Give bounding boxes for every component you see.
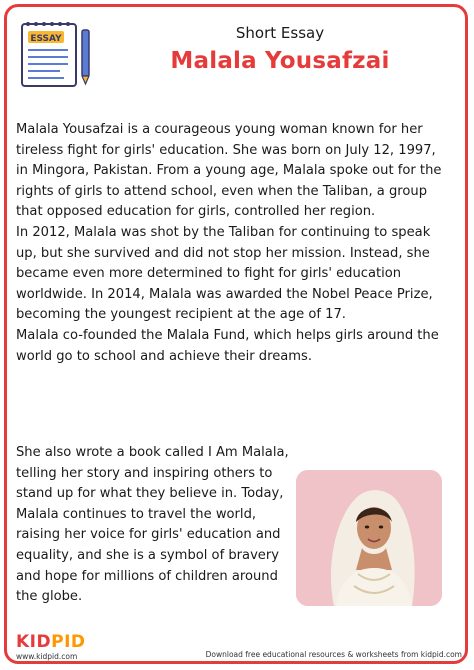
page-title: Malala Yousafzai bbox=[170, 48, 390, 74]
essay-body-wrapped bbox=[16, 443, 300, 608]
site-url: www.kidpid.com bbox=[16, 652, 78, 661]
paragraph-2: In 2012, Malala was shot by the Taliban for continuing to speak up, but she survived and did not stop her mission. Instead, she became even more determined to fight for girls' education worldwide. In 2014, Malala was awarded the Nobel Peace Prize, becoming the youngest recipient at the age of 17. bbox=[16, 224, 433, 323]
paragraph-4: She also wrote a book called I Am Malala, telling her story and inspiring others to stand up for what they believe in. Today, Malala continues to travel the world, raising her voice for girls' education and equality, and she is a symbol of bravery and hope for millions of children around the globe. bbox=[16, 445, 289, 605]
logo-part-pid: PID bbox=[51, 632, 86, 652]
portrait-illustration bbox=[296, 470, 442, 606]
logo-part-kid: KID bbox=[16, 632, 52, 652]
essay-notepad-icon bbox=[18, 20, 98, 90]
subtitle: Short Essay bbox=[235, 24, 325, 42]
header bbox=[120, 14, 440, 74]
essay-icon-label: ESSAY bbox=[30, 34, 62, 44]
kidpid-logo bbox=[16, 632, 86, 652]
download-note: Download free educational resources & worksheets from kidpid.com bbox=[205, 650, 462, 659]
paragraph-3: Malala co-founded the Malala Fund, which helps girls around the world go to school and achieve their dreams. bbox=[16, 327, 439, 364]
paragraph-1: Malala Yousafzai is a courageous young woman known for her tireless fight for girls' education. She was born on July 12, 1997, in Mingora, Pakistan. From a young age, Malala spoke out for the rights of girls to attend school, even when the Taliban, a group that opposed education for girls, controlled her region. bbox=[16, 122, 442, 220]
malala-portrait-image bbox=[296, 470, 442, 606]
essay-body bbox=[16, 120, 448, 367]
